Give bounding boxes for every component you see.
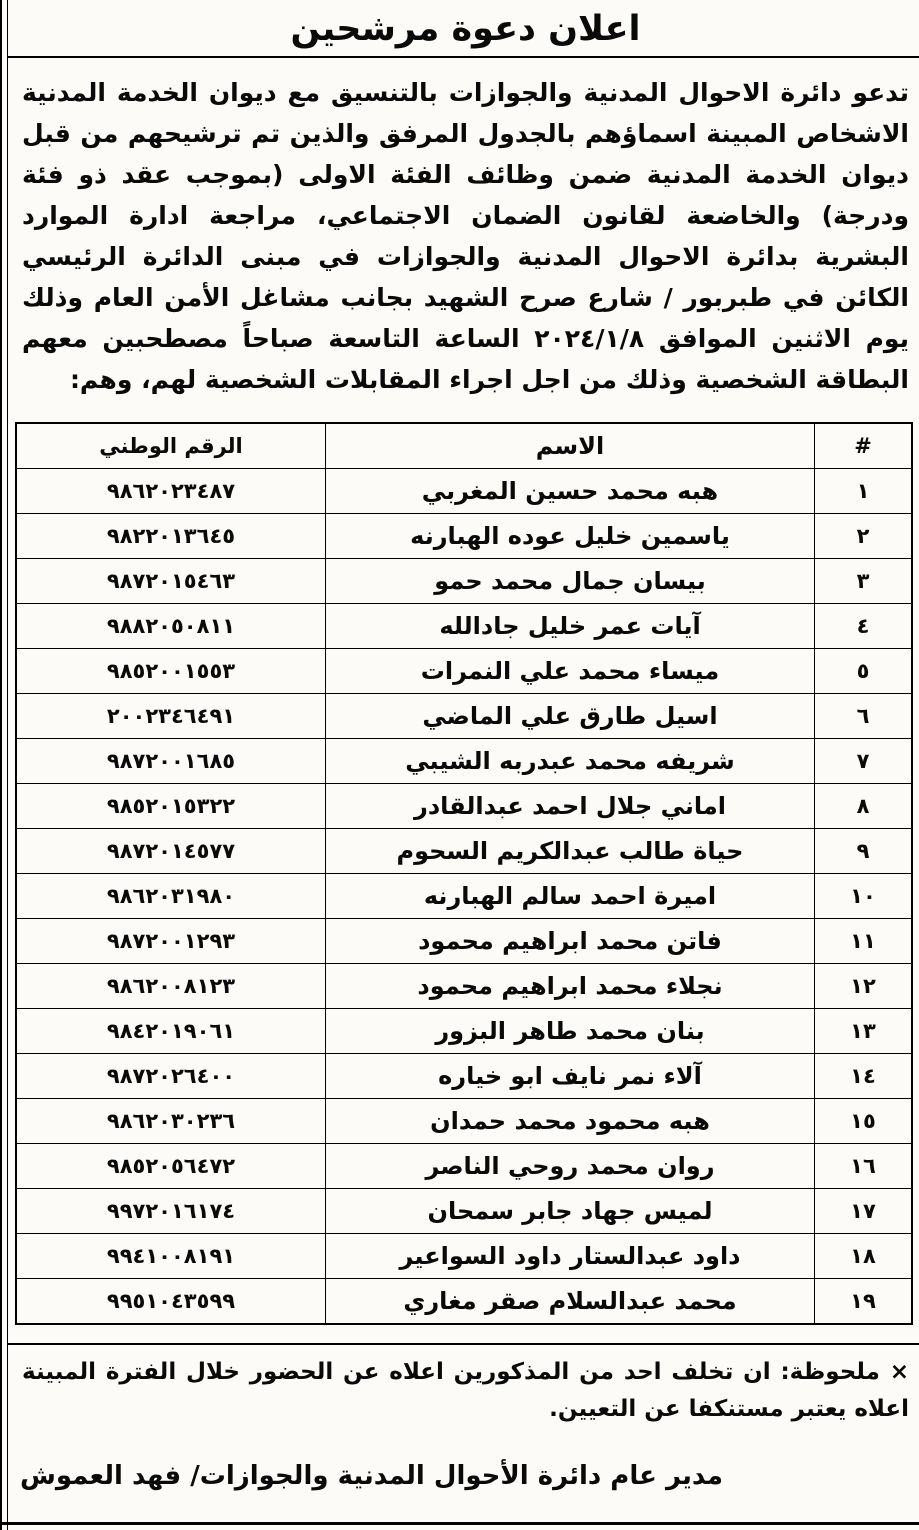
- cell-name: ياسمين خليل عوده الهبارنه: [326, 514, 815, 559]
- cell-name: آيات عمر خليل جادالله: [326, 604, 815, 649]
- table-row: [16, 784, 912, 829]
- cell-index: ١٥: [815, 1099, 913, 1144]
- cell-index: ٥: [815, 649, 913, 694]
- cell-name: آلاء نمر نايف ابو خياره: [326, 1054, 815, 1099]
- cell-national-id: ٩٨٦٢٠٣٠٢٣٦: [16, 1099, 326, 1144]
- cell-national-id: ٩٨٢٢٠١٣٦٤٥: [16, 514, 326, 559]
- cell-national-id: ٩٩٧٢٠١٦١٧٤: [16, 1189, 326, 1234]
- col-header-national-id: الرقم الوطني: [16, 423, 326, 469]
- cell-name: اماني جلال احمد عبدالقادر: [326, 784, 815, 829]
- table-row: [16, 1144, 912, 1189]
- cell-national-id: ٩٩٥١٠٤٣٥٩٩: [16, 1279, 326, 1325]
- cell-national-id: ٩٨٧٢٠١٥٤٦٣: [16, 559, 326, 604]
- cell-national-id: ٩٨٦٢٠٣١٩٨٠: [16, 874, 326, 919]
- header-row: [16, 423, 912, 469]
- table-row: [16, 964, 912, 1009]
- table-row: [16, 829, 912, 874]
- cell-national-id: ٩٨٧٢٠١٤٥٧٧: [16, 829, 326, 874]
- table-row: [16, 559, 912, 604]
- left-border-outer-line: [0, 0, 2, 1530]
- table-row: [16, 1189, 912, 1234]
- cell-index: ١: [815, 469, 913, 514]
- signature-line: مدير عام دائرة الأحوال المدنية والجوازات/ فهد العموش: [19, 1461, 723, 1491]
- cell-index: ٤: [815, 604, 913, 649]
- table-row: [16, 649, 912, 694]
- cell-name: روان محمد روحي الناصر: [326, 1144, 815, 1189]
- table-row: [16, 469, 912, 514]
- cell-national-id: ٩٨٧٢٠٠١٦٨٥: [16, 739, 326, 784]
- cell-name: فاتن محمد ابراهيم محمود: [326, 919, 815, 964]
- table-row: [16, 739, 912, 784]
- cell-name: هبه محمد حسين المغربي: [326, 469, 815, 514]
- cell-index: ١٣: [815, 1009, 913, 1054]
- table-row: [16, 1099, 912, 1144]
- cell-index: ١٤: [815, 1054, 913, 1099]
- cell-name: داود عبدالستار داود السواعير: [326, 1234, 815, 1279]
- cell-national-id: ٩٨٧٢٠٢٦٤٠٠: [16, 1054, 326, 1099]
- cell-national-id: ٩٨٦٢٠٢٣٤٨٧: [16, 469, 326, 514]
- table-row: [16, 514, 912, 559]
- cell-index: ١١: [815, 919, 913, 964]
- cell-name: ميساء محمد علي النمرات: [326, 649, 815, 694]
- cell-name: لميس جهاد جابر سمحان: [326, 1189, 815, 1234]
- cell-name: نجلاء محمد ابراهيم محمود: [326, 964, 815, 1009]
- cell-index: ١٧: [815, 1189, 913, 1234]
- candidates-table: [15, 422, 913, 1325]
- candidates-table-header: [16, 423, 912, 469]
- cell-name: هبه محمود محمد حمدان: [326, 1099, 815, 1144]
- cell-index: ١٠: [815, 874, 913, 919]
- candidates-tbody: [16, 469, 912, 1325]
- announcement-body: تدعو دائرة الاحوال المدنية والجوازات بالتنسيق مع ديوان الخدمة المدنية الاشخاص المبينة اسماؤهم بالجدول المرفق والذين تم ترشيحهم من قبل ديوان الخدمة المدنية ضمن وظائف الفئة الاولى (بموجب عقد ذو فئة ودرجة) والخاضعة لقانون الضمان الاجتماعي، مراجعة ادارة الموارد البشرية بدائرة الاحوال المدنية والجوازات في مبنى الدائرة الرئيسي الكائن في طبربور / شارع صرح الشهيد بجانب مشاغل الأمن العام وذلك يوم الاثنين الموافق ٢٠٢٤/١/٨ الساعة التاسعة صباحاً مصطحبين معهم البطاقة الشخصية وذلك من اجل اجراء المقابلات الشخصية لهم، وهم:: [22, 78, 909, 394]
- cell-national-id: ٩٨٥٢٠٠١٥٥٣: [16, 649, 326, 694]
- cell-name: اميرة احمد سالم الهبارنه: [326, 874, 815, 919]
- cell-index: ٩: [815, 829, 913, 874]
- table-row: [16, 1009, 912, 1054]
- cell-index: ٨: [815, 784, 913, 829]
- table-row: [16, 1279, 912, 1325]
- table-row: [16, 874, 912, 919]
- left-border-inner-line: [7, 0, 8, 1530]
- cell-index: ١٩: [815, 1279, 913, 1325]
- cell-national-id: ٢٠٠٢٣٤٦٤٩١: [16, 694, 326, 739]
- table-row: [16, 694, 912, 739]
- cell-index: ١٨: [815, 1234, 913, 1279]
- cell-index: ٣: [815, 559, 913, 604]
- cell-national-id: ٩٨٨٢٠٥٠٨١١: [16, 604, 326, 649]
- cell-index: ١٢: [815, 964, 913, 1009]
- cell-name: محمد عبدالسلام صقر مغاري: [326, 1279, 815, 1325]
- cell-national-id: ٩٨٧٢٠٠١٢٩٣: [16, 919, 326, 964]
- bottom-divider: [0, 1522, 919, 1525]
- cell-national-id: ٩٨٥٢٠١٥٣٢٢: [16, 784, 326, 829]
- cell-name: بيسان جمال محمد حمو: [326, 559, 815, 604]
- table-row: [16, 1054, 912, 1099]
- table-row: [16, 919, 912, 964]
- cell-national-id: ٩٨٥٢٠٥٦٤٧٢: [16, 1144, 326, 1189]
- cell-index: ١٦: [815, 1144, 913, 1189]
- cell-name: حياة طالب عبدالكريم السحوم: [326, 829, 815, 874]
- cell-national-id: ٩٨٤٢٠١٩٠٦١: [16, 1009, 326, 1054]
- cell-national-id: ٩٩٤١٠٠٨١٩١: [16, 1234, 326, 1279]
- table-row: [16, 604, 912, 649]
- cell-name: اسيل طارق علي الماضي: [326, 694, 815, 739]
- announcement-title: اعلان دعوة مرشحين: [290, 9, 641, 49]
- note-text: × ملحوظة: ان تخلف احد من المذكورين اعلاه عن الحضور خلال الفترة المبينة اعلاه يعتبر مستنكفا عن التعيين.: [22, 1359, 909, 1422]
- cell-name: بنان محمد طاهر البزور: [326, 1009, 815, 1054]
- cell-national-id: ٩٨٦٢٠٠٨١٢٣: [16, 964, 326, 1009]
- cell-index: ٦: [815, 694, 913, 739]
- cell-name: شريفه محمد عبدربه الشيبي: [326, 739, 815, 784]
- col-header-index: #: [815, 423, 913, 469]
- col-header-name: الاسم: [326, 423, 815, 469]
- cell-index: ٧: [815, 739, 913, 784]
- table-row: [16, 1234, 912, 1279]
- cell-index: ٢: [815, 514, 913, 559]
